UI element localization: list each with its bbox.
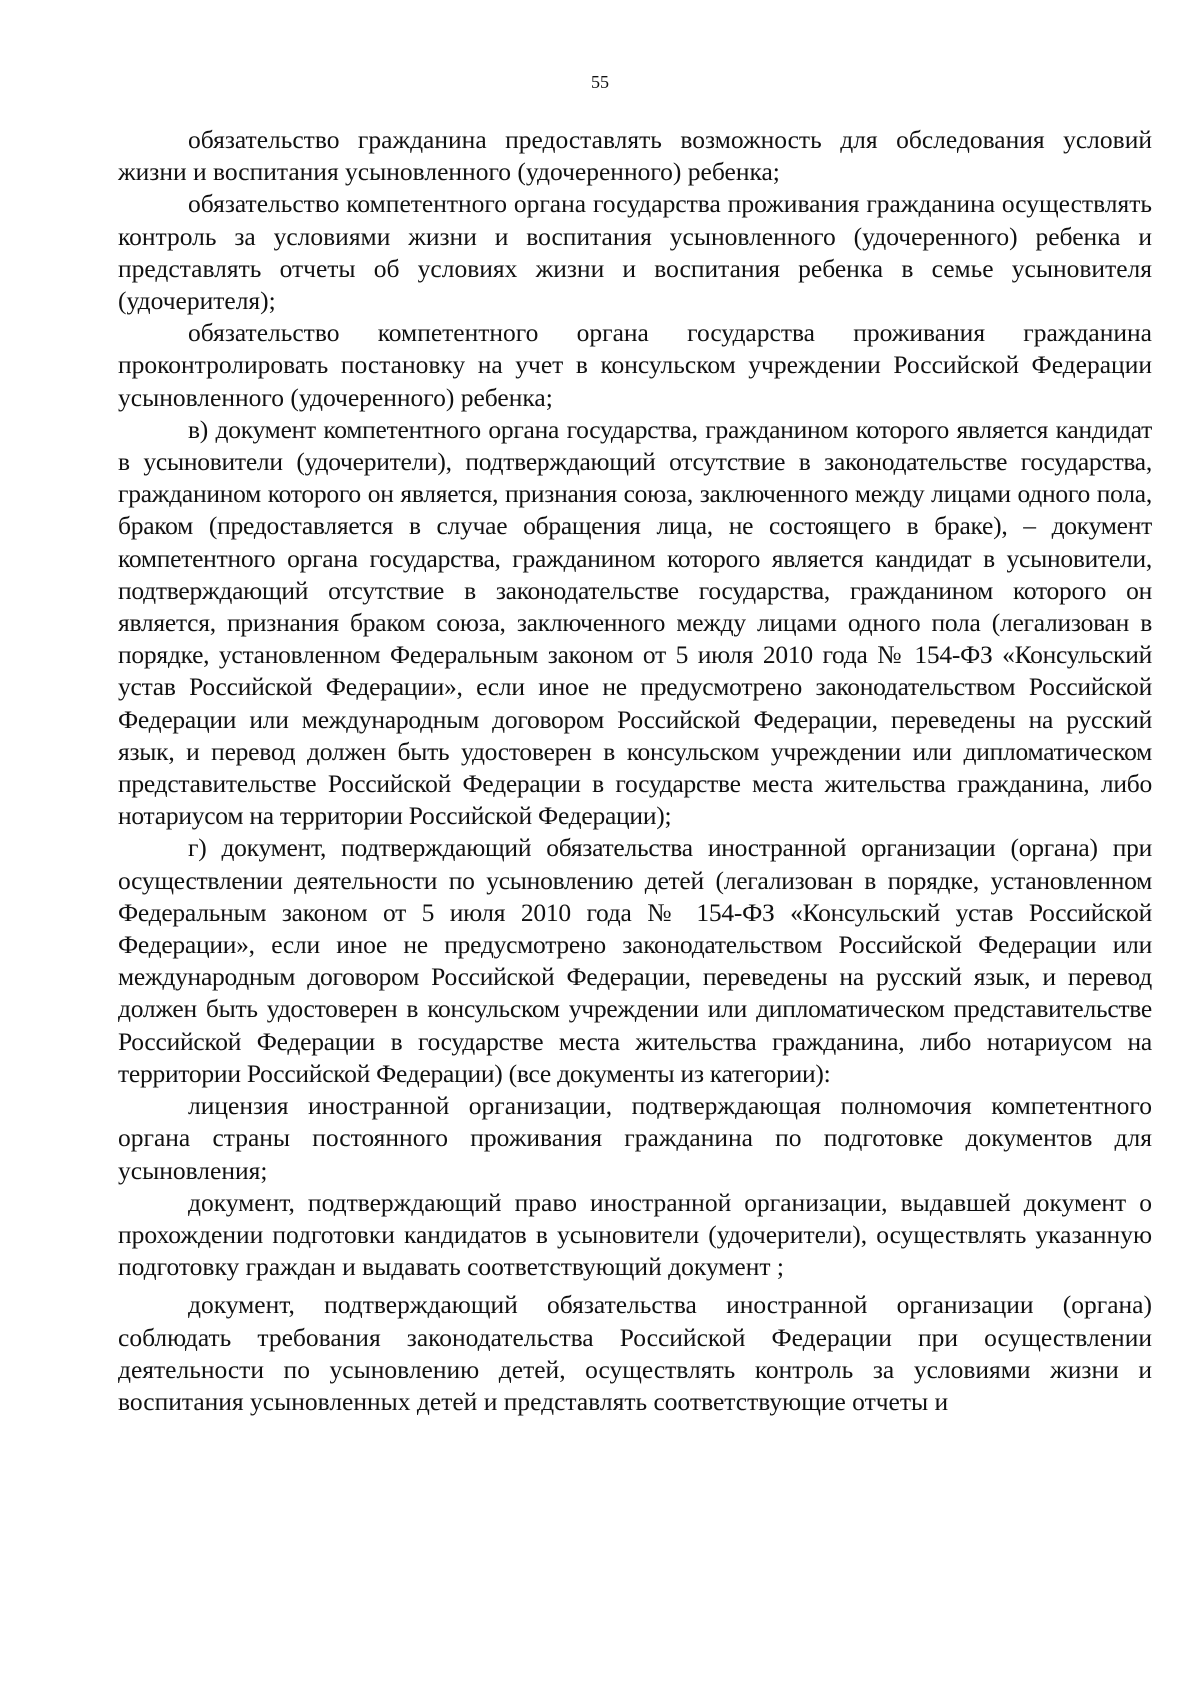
paragraph-item-v: в) документ компетентного органа государства, гражданином которого является кандидат в усыновители (удочерители), подтверждающий отсутствие в законодательстве государства, гражданином которого он является, признания союза, заключенного между лицами одного пола, браком (предоставляется в случае обращения лица, не состоящего в браке), – документ компетентного органа государства, гражданином которого является кандидат в усыновители, подтверждающий отсутствие в законодательстве государства, гражданином которого он является, признания браком союза, заключенного между лицами одного пола (легализован в порядке, установленном Федеральным законом от 5 июля 2010 года № 154-ФЗ «Консульский устав Российской Федерации», если иное не предусмотрено законодательством Российской Федерации или международным договором Российской Федерации, переведены на русский язык, и перевод должен быть удостоверен в консульском учреждении или дипломатическом представительстве Российской Федерации в государстве места жительства гражданина, либо нотариусом на территории Российской Федерации); <box>118 414 1152 831</box>
paragraph-license: лицензия иностранной организации, подтверждающая полномочия компетентного органа страны постоянного проживания гражданина по подготовке документов для усыновления; <box>118 1091 1152 1185</box>
paragraph-obligation-registration: обязательство компетентного органа государства проживания гражданина проконтролировать постановку на учет в консульском учреждении Российской Федерации усыновленного (удочеренного) ребенка; <box>118 318 1152 412</box>
paragraph-compliance-obligation: документ, подтверждающий обязательства иностранной организации (органа) соблюдать требования законодательства Российской Федерации при осуществлении деятельности по усыновлению детей, осуществлять контроль за условиями жизни и воспитания усыновленных детей и представлять соответствующие отчеты и <box>118 1290 1152 1416</box>
page-number: 55 <box>591 72 609 92</box>
paragraph-obligation-control: обязательство компетентного органа государства проживания гражданина осуществлять контроль за условиями жизни и воспитания усыновленного (удочеренного) ребенка и представлять отчеты об условиях жизни и воспитания ребенка в семье усыновителя (удочерителя); <box>118 189 1152 316</box>
paragraph-obligation-inspection: обязательство гражданина предоставлять возможность для обследования условий жизни и воспитания усыновленного (удочеренного) ребенка; <box>118 125 1152 187</box>
paragraph-item-g: г) документ, подтверждающий обязательства иностранной организации (органа) при осуществлении деятельности по усыновлению детей (легализован в порядке, установленном Федеральным законом от 5 июля 2010 года № 154-ФЗ «Консульский устав Российской Федерации», если иное не предусмотрено законодательством Российской Федерации или международным договором Российской Федерации, переведены на русский язык, и перевод должен быть удостоверен в консульском учреждении или дипломатическом представительстве Российской Федерации в государстве места жительства гражданина, либо нотариусом на территории Российской Федерации) (все документы из категории): <box>118 833 1152 1088</box>
document-body <box>118 124 1152 1418</box>
paragraph-training-right: документ, подтверждающий право иностранной организации, выдавшей документ о прохождении подготовки кандидатов в усыновители (удочерители), осуществлять указанную подготовку граждан и выдавать соответствующий документ ; <box>118 1187 1152 1282</box>
